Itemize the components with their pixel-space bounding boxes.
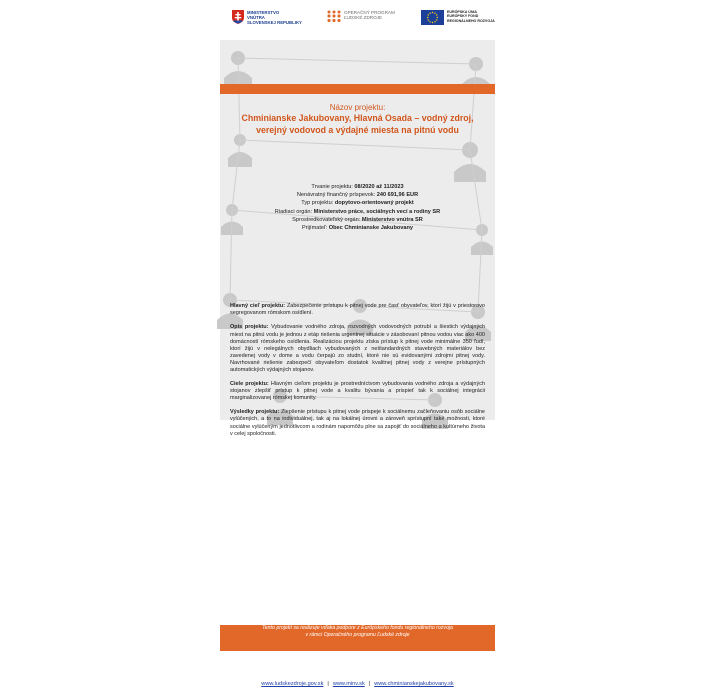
- section-text: Vybudovanie vodného zdroja, rozvodných vodovodných potrubí a šiestich výdajných miest na pitnú vodu je jednou z etáp riešenia urgentnej situácie v zásobovaní pitnou vodou viac ako 400 domácností rómskeho osídlenia. Realizáciou projektu získa prístup k pitnej vode minimálne 350 ľudí, ktorí žijú v nelegálnych obydliach vybudovaných z neštandardných stavebných materiálov bez zavedenej vody v dome a vodu čerpajú zo studní, ktoré nie sú evidovanými zdrojmi pitnej vody. Navrhované riešenie zabezpečí obyvateľom dostatok kvalitnej pitnej vody z verejne prístupných automatických výdajných stojanov.: [230, 324, 486, 373]
- ministry-logo-text: MINISTERSTVO VNÚTRA SLOVENSKEJ REPUBLIKY: [247, 10, 302, 25]
- funding-notice-bar: [220, 625, 495, 651]
- fact-value: 08/2020 až 11/2023: [354, 184, 404, 190]
- link-separator: |: [368, 680, 371, 687]
- link-separator: |: [327, 680, 329, 687]
- fact-label: Riadiaci orgán:: [274, 208, 313, 215]
- project-name-label: Názov projektu:: [329, 103, 386, 112]
- funding-notice-line: v rámci Operačného programu Ľudské zdroje: [305, 631, 410, 638]
- eu-logo-text: EURÓPSKA ÚNIA EURÓPSKY FOND REGIONÁLNEHO ROZVOJA: [447, 10, 495, 23]
- people-dots-icon: [327, 10, 341, 24]
- fact-label: Trvanie projektu:: [311, 184, 353, 190]
- fact-label: Sprostredkovateľský orgán:: [292, 216, 361, 223]
- section-main-goal: [230, 303, 485, 317]
- project-title: [220, 113, 495, 136]
- fact-row: [220, 216, 495, 224]
- slovak-coat-of-arms-icon: [232, 10, 244, 24]
- ministry-logo: [232, 10, 302, 25]
- fact-row: [220, 191, 495, 199]
- section-text: Zabezpečenie prístupu k pitnej vode pre časť obyvateľov, ktorí žijú v priestorovo segregovanom rómskom osídlení.: [230, 303, 485, 317]
- section-description: [230, 324, 485, 374]
- fact-value: Ministerstvo vnútra SR: [361, 216, 423, 223]
- section-text: Hlavným cieľom projektu je prostredníctvom vybudovania vodného zdroja a výdajných stojanov zlepšiť prístup k pitnej vode a kvalitu bývania a prispieť tak k sociálnej integrácii marginalizovanej rómskej komunity.: [230, 381, 486, 402]
- section-heading: Hlavný cieľ projektu:: [230, 303, 286, 310]
- header-orange-bar: [220, 84, 495, 94]
- funding-notice-line: Tento projekt sa realizuje vďaka podpore z Európskeho fondu regionálneho rozvoja: [262, 624, 453, 631]
- op-logo: [327, 10, 395, 24]
- logo-strip: [220, 0, 495, 40]
- fact-value: Ministerstvo práce, sociálnych vecí a rodiny SR: [313, 208, 441, 215]
- section-results: [230, 409, 485, 437]
- fact-value: Obec Chminianske Jakubovany: [328, 225, 414, 232]
- link-obec[interactable]: www.chminianskejakubovany.sk: [374, 680, 454, 687]
- fact-value: dopytovo-orientovaný projekt: [334, 200, 414, 207]
- link-minv[interactable]: www.minv.sk: [332, 680, 365, 687]
- fact-row: [220, 199, 495, 207]
- eu-logo: [421, 10, 495, 25]
- project-title-line: verejný vodovod a výdajné miesta na pitnú vodu: [256, 124, 459, 135]
- project-poster: [220, 0, 495, 687]
- section-heading: Ciele projektu:: [230, 381, 269, 388]
- section-goals: [230, 381, 485, 402]
- section-heading: Výsledky projektu:: [230, 409, 280, 416]
- fact-label: Prijímateľ:: [301, 225, 328, 232]
- op-logo-text: OPERAČNÝ PROGRAM ĽUDSKÉ ZDROJE: [344, 10, 395, 20]
- project-description: [230, 303, 485, 438]
- section-heading: Opis projektu:: [230, 324, 269, 331]
- fact-row: [220, 183, 495, 191]
- fact-label: Typ projektu:: [301, 200, 334, 207]
- eu-flag-icon: [421, 10, 444, 25]
- fact-row: [220, 224, 495, 232]
- fact-row: [220, 208, 495, 216]
- project-header: [220, 103, 495, 136]
- footer-links: [220, 681, 495, 687]
- fact-label: Nenávratný finančný príspevok:: [296, 192, 376, 199]
- project-title-line: Chminianske Jakubovany, Hlavná Osada – vodný zdroj,: [241, 113, 474, 123]
- project-facts: [220, 183, 495, 232]
- section-text: Zlepšenie prístupu k pitnej vode prispeje k sociálnemu začleňovaniu osôb sociálne vylúčených, a to na individuálnej, tak aj na lokálnej úrovni a zároveň sprístupní také možnosti, ktoré sociálne vylúčeným jednotlivcom a rodinám napomôžu plne sa zapojiť do sociálneho a kultúrneho života v celej spoločnosti.: [230, 409, 485, 437]
- link-ludskezdroje[interactable]: www.ludskezdroje.gov.sk: [261, 680, 324, 687]
- fact-value: 240 691,96 EUR: [376, 192, 419, 199]
